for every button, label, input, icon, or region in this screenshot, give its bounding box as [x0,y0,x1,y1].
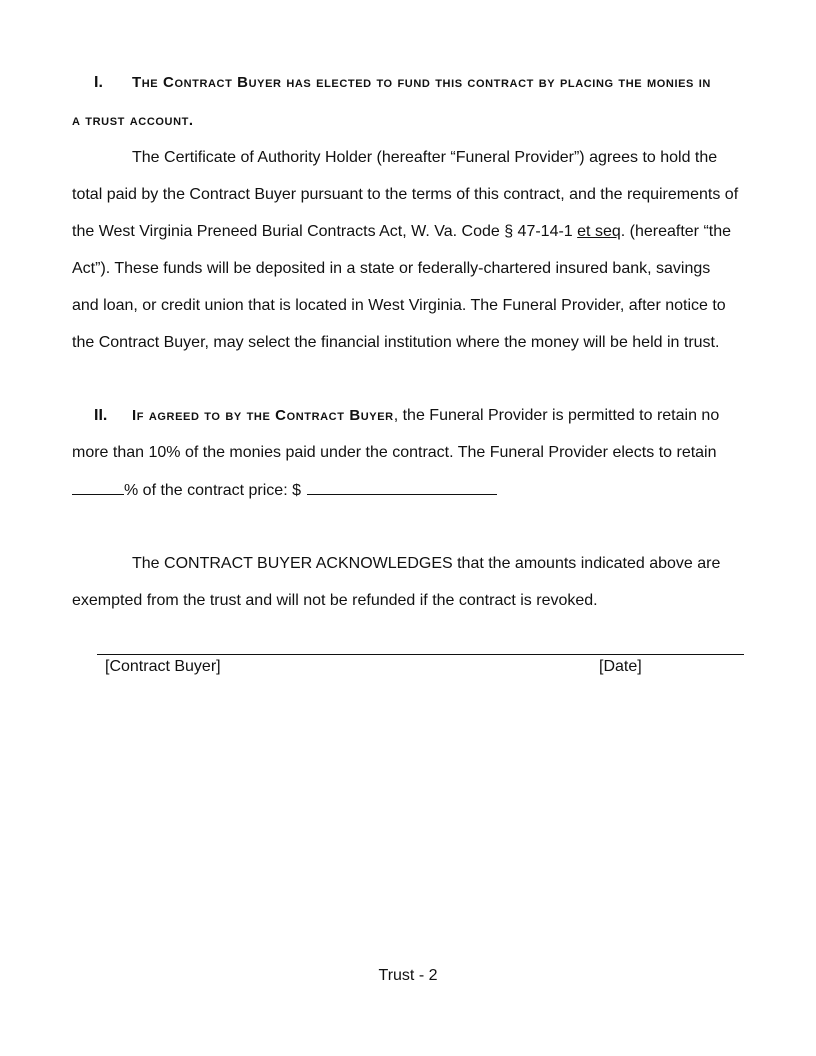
paragraph-text: the West Virginia Preneed Burial Contracts Act, W. Va. Code § 47-14-1 [72,223,573,240]
section-1-paragraph-line2: total paid by the Contract Buyer pursuant to the terms of this contract, and the requirements of [72,186,739,203]
amount-blank-field[interactable] [307,480,497,495]
section-1-paragraph-line5: and loan, or credit union that is located in West Virginia. The Funeral Provider, after notice to [72,297,726,314]
acknowledgment-line2: exempted from the trust and will not be refunded if the contract is revoked. [72,592,598,609]
page-footer: Trust - 2 [378,967,438,984]
section-2-line1-rest: , the Funeral Provider is permitted to retain no [393,407,720,424]
section-2-line1 [132,406,719,426]
section-1-paragraph-line3 [72,222,731,242]
section-1-number: I. [94,74,103,91]
acknowledgment-line1: The CONTRACT BUYER ACKNOWLEDGES that the amounts indicated above are [132,555,721,572]
section-2-line3 [72,480,497,501]
contract-buyer-label: [Contract Buyer] [105,658,221,675]
section-1-paragraph-line4: Act”). These funds will be deposited in a state or federally-chartered insured bank, savings [72,260,711,277]
date-label: [Date] [599,658,642,675]
section-2-heading: If agreed to by the Contract Buyer [132,407,394,424]
percent-blank-field[interactable] [72,480,124,495]
section-2-number: II. [94,407,108,424]
section-1-paragraph-line1: The Certificate of Authority Holder (hereafter “Funeral Provider”) agrees to hold the [132,149,718,166]
paragraph-text: . (hereafter “the [620,223,732,240]
percent-label: % of the contract price: $ [124,482,301,499]
signature-line[interactable] [97,654,744,655]
section-1-heading-line2: a trust account. [72,112,194,129]
section-1-paragraph-line6: the Contract Buyer, may select the financial institution where the money will be held in trust. [72,334,720,351]
et-seq-underlined: et seq [577,223,621,240]
section-2-line2: more than 10% of the monies paid under the contract. The Funeral Provider elects to retain [72,444,717,461]
section-1-heading-line1: The Contract Buyer has elected to fund this contract by placing the monies in [132,74,711,91]
